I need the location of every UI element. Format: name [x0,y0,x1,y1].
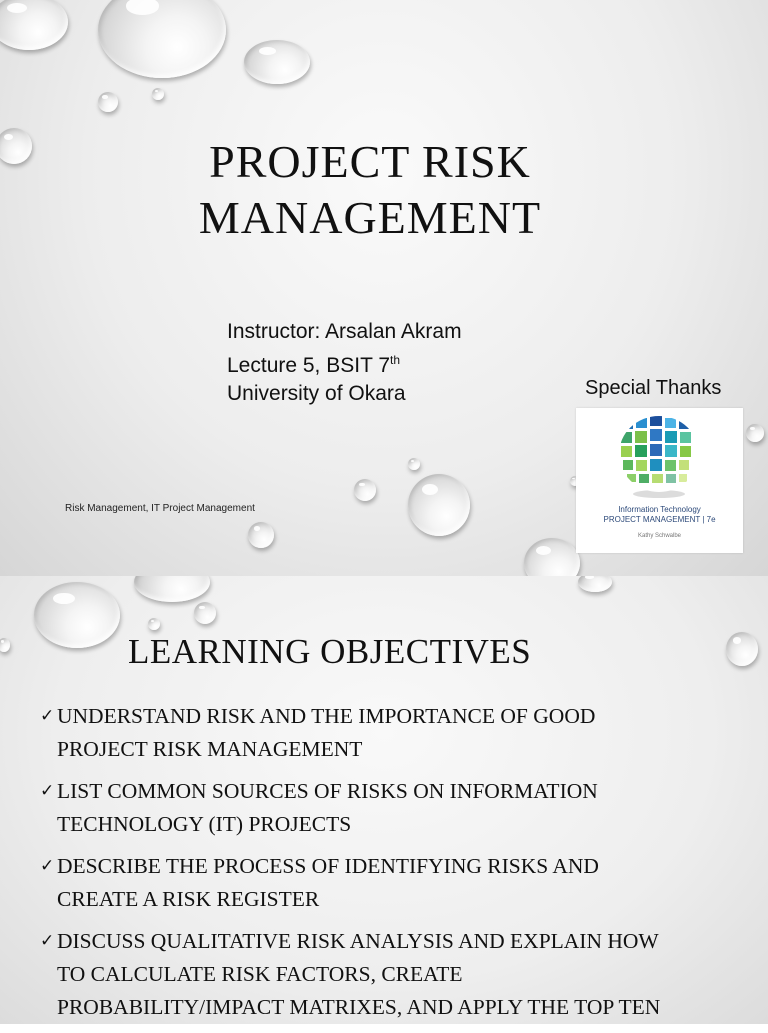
water-drop [408,458,420,470]
objectives-title: LEARNING OBJECTIVES [128,632,532,671]
water-drop [98,0,226,78]
water-drop [726,632,758,666]
water-drop [408,474,470,536]
lecture-prefix: Lecture 5, BSIT 7 [227,354,391,377]
slide-title [120,134,620,246]
water-drop [98,92,118,112]
book-cover-image [576,408,743,553]
title-line-1: PROJECT RISK [209,136,531,187]
list-item [40,700,740,766]
objective-line: DISCUSS QUALITATIVE RISK ANALYSIS AND EXPLAIN HOW [57,929,659,953]
water-drop [152,88,164,100]
lecture-text [227,346,462,380]
water-drop [0,638,10,652]
water-drop [746,424,764,442]
checkmark-icon: ✓ [40,781,55,801]
objective-line: PROBABILITY/IMPACT MATRIXES, AND APPLY THE TOP TEN [57,995,661,1019]
water-drop [148,618,160,630]
list-item [40,925,740,1024]
water-drop [34,582,120,648]
checkmark-icon: ✓ [40,931,55,951]
university-text: University of Okara [227,382,406,405]
water-drop [134,576,210,602]
water-drop [0,0,68,50]
book-author: Kathy Schwalbe [637,533,682,539]
objective-line: CREATE A RISK REGISTER [57,887,320,911]
list-item [40,775,740,841]
lecture-superscript: th [390,353,401,367]
globe-icon [609,410,709,507]
objectives-list [40,700,740,1033]
water-drop [248,522,274,548]
objective-line: LIST COMMON SOURCES OF RISKS ON INFORMATION [57,779,598,803]
book-title-line-2: PROJECT MANAGEMENT | 7e [603,515,716,524]
objective-line: UNDERSTAND RISK AND THE IMPORTANCE OF GOOD [57,704,596,728]
slide-footer: Risk Management, IT Project Management [65,503,255,514]
lecture-info [227,318,462,408]
water-drop [524,538,580,576]
objective-line: TO CALCULATE RISK FACTORS, CREATE [57,962,463,986]
list-item [40,850,740,916]
objective-line: TECHNOLOGY (IT) PROJECTS [57,812,352,836]
special-thanks-label: Special Thanks [585,377,722,399]
water-drop [244,40,310,84]
water-drop [0,128,32,164]
water-drop [354,479,376,501]
book-title-line-1: Information Technology [618,505,701,514]
water-drop [194,602,216,624]
objective-line: DESCRIBE THE PROCESS OF IDENTIFYING RISKS AND [57,854,599,878]
title-line-2: MANAGEMENT [198,192,542,243]
checkmark-icon: ✓ [40,856,55,876]
checkmark-icon: ✓ [40,706,55,726]
instructor-text: Instructor: Arsalan Akram [227,320,462,343]
objective-line: PROJECT RISK MANAGEMENT [57,737,363,761]
water-drop [578,576,612,592]
